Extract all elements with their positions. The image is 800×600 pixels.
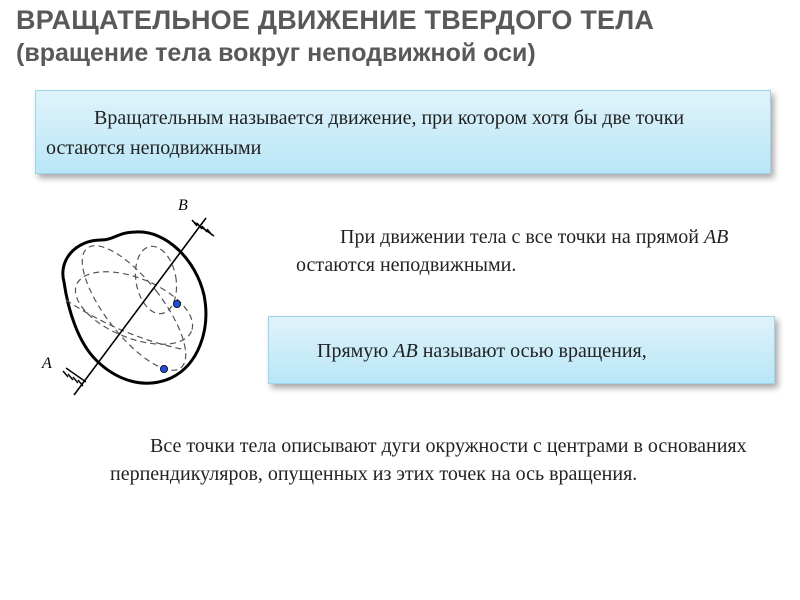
title-subtitle: (вращение тела вокруг неподвижной оси) <box>16 39 536 67</box>
axis-text-before: Прямую <box>317 340 394 362</box>
fixed-points-ab: АВ <box>703 226 729 248</box>
dashed-ellipse-inner <box>65 257 202 359</box>
fixed-point-lower <box>160 365 167 372</box>
rigid-body-diagram <box>36 190 236 410</box>
fixed-points-text-before: При движении тела с все точки на прямой <box>340 226 704 248</box>
definition-text: Вращательным называется движение, при котором хотя бы две точки остаются неподвижными <box>46 107 685 159</box>
label-a: A <box>42 355 52 372</box>
axis-ab: АВ <box>393 340 418 362</box>
slide-title <box>16 4 786 70</box>
fixed-point-upper <box>173 300 180 307</box>
fixed-points-paragraph <box>296 223 766 279</box>
arcs-text: Все точки тела описывают дуги окружности с центрами в основаниях перпендикуляров, опущенных из этих точек на ось вращения. <box>110 435 747 485</box>
axis-callout <box>268 316 775 384</box>
rigid-body-figure <box>36 190 236 410</box>
definition-callout <box>35 90 771 174</box>
arcs-paragraph <box>110 432 780 488</box>
label-b: B <box>178 197 188 214</box>
axis-text-after: называют осью вращения, <box>417 340 647 362</box>
title-main: ВРАЩАТЕЛЬНОЕ ДВИЖЕНИЕ ТВЕРДОГО ТЕЛА <box>16 5 655 35</box>
fixed-points-text-after: остаются неподвижными. <box>296 254 517 276</box>
